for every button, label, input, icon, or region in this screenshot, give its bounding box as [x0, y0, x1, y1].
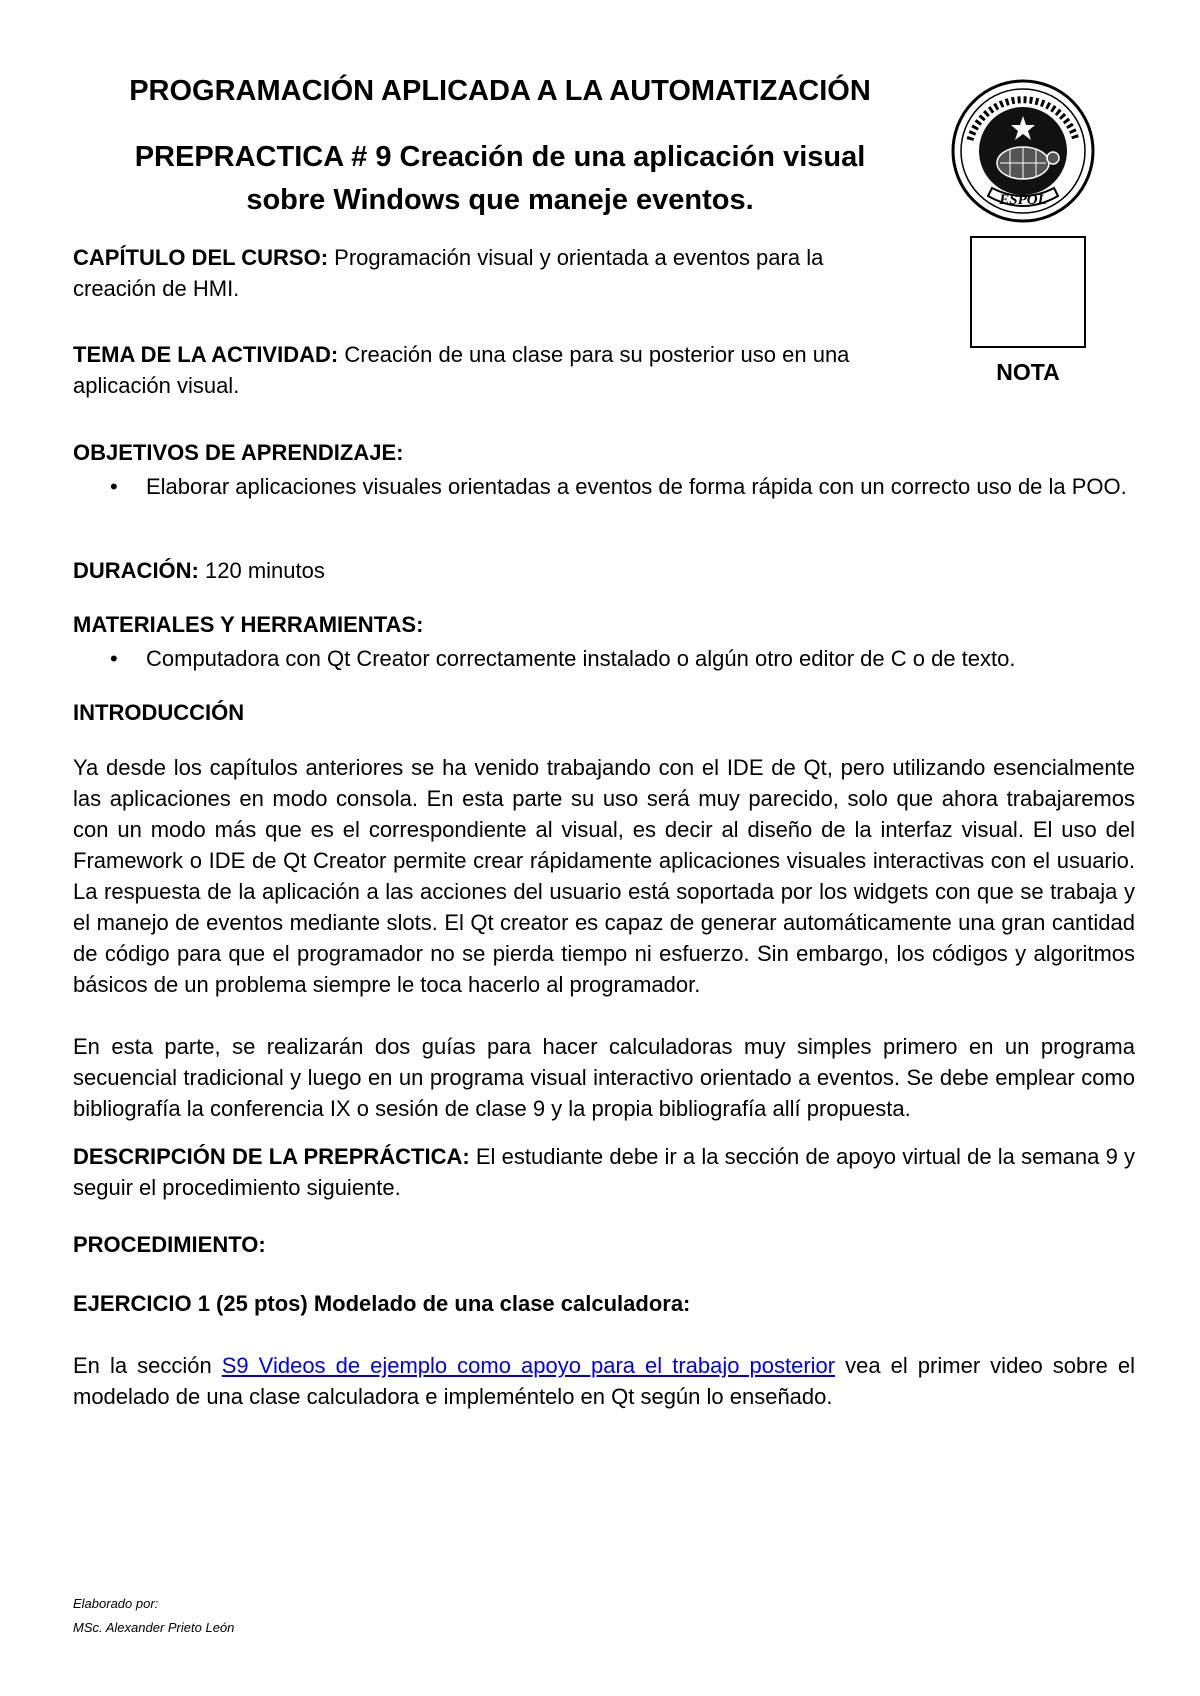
introduction-paragraph-2: En esta parte, se realizarán dos guías para hacer calculadoras muy simples primero en un programa secuencial tradicional y luego en un programa visual interactivo orientado a eventos. Se debe emplear como bibliografía la conferencia IX o sesión de clase 9 y la propia bibliografía allí propuesta.: [73, 1034, 1135, 1121]
duration-line: [73, 555, 1135, 586]
material-item: [73, 643, 1135, 674]
grade-label: NOTA: [996, 359, 1060, 385]
subtitle-line-1: PREPRACTICA # 9 Creación de una aplicación visual: [134, 141, 866, 173]
exercise-text-after: vea el primer video sobre el modelado de una clase calculadora e impleméntelo en Qt según lo enseñado.: [73, 1353, 1135, 1409]
grade-box: [970, 236, 1086, 348]
procedure-heading: PROCEDIMIENTO:: [73, 1232, 266, 1257]
bullet-icon: •: [110, 474, 118, 499]
footer-author-block: [73, 1592, 234, 1640]
topic-text-1: Creación de una clase para su posterior uso en una: [338, 342, 850, 367]
espol-seal-logo: [950, 78, 1096, 224]
objective-item: [73, 471, 1135, 533]
chapter-label: CAPÍTULO DEL CURSO:: [73, 245, 329, 270]
chapter-section: [73, 242, 953, 304]
duration-label: DURACIÓN:: [73, 558, 199, 583]
footer-prepared-by: Elaborado por:: [73, 1596, 159, 1611]
description-text: El estudiante debe ir a la sección de apoyo virtual de la semana 9 y seguir el procedimiento siguiente.: [73, 1144, 1135, 1200]
subtitle-line-2: sobre Windows que maneje eventos.: [246, 184, 754, 216]
introduction-paragraph-1: Ya desde los capítulos anteriores se ha venido trabajando con el IDE de Qt, pero utilizando esencialmente las aplicaciones en modo consola. En esta parte su uso será muy parecido, solo que ahora trabajaremos con un modo más que es el correspondiente al visual, es decir al diseño de la interfaz visual. El uso del Framework o IDE de Qt Creator permite crear rápidamente aplicaciones visuales interactivas con el usuario. La respuesta de la aplicación a las acciones del usuario está soportada por los widgets con que se trabaja y el manejo de eventos mediante slots. El Qt creator es capaz de generar automáticamente una gran cantidad de código para que el programador no se pierda tiempo ni esfuerzo. Sin embargo, los códigos y algoritmos básicos de un problema siempre le toca hacerlo al programador.: [73, 755, 1135, 997]
objective-text: Elaborar aplicaciones visuales orientadas a eventos de forma rápida con un correcto uso de la POO.: [146, 474, 1127, 499]
material-text: Computadora con Qt Creator correctamente instalado o algún otro editor de C o de texto.: [146, 646, 1016, 671]
topic-label: TEMA DE LA ACTIVIDAD:: [73, 342, 339, 367]
document-title: PROGRAMACIÓN APLICADA A LA AUTOMATIZACIÓN: [129, 75, 871, 107]
bullet-icon: •: [110, 646, 118, 671]
description-section: [73, 1141, 1135, 1203]
exercise-text-before: En la sección: [73, 1353, 222, 1378]
chapter-text-2: creación de HMI.: [73, 276, 240, 301]
seal-text: ESPOL: [999, 192, 1047, 208]
objectives-heading: OBJETIVOS DE APRENDIZAJE:: [73, 440, 404, 465]
videos-section-link[interactable]: S9 Videos de ejemplo como apoyo para el trabajo posterior: [221, 1353, 836, 1378]
chapter-text-1: Programación visual y orientada a eventos para la: [328, 245, 824, 270]
document-subtitle: [60, 136, 940, 222]
topic-section: [73, 339, 953, 401]
description-label: DESCRIPCIÓN DE LA PREPRÁCTICA:: [73, 1144, 470, 1169]
exercise-heading: EJERCICIO 1 (25 ptos) Modelado de una clase calculadora:: [73, 1291, 691, 1316]
duration-value: 120 minutos: [198, 558, 325, 583]
introduction-heading: INTRODUCCIÓN: [73, 700, 245, 725]
exercise-instructions: [73, 1350, 1135, 1412]
materials-heading: MATERIALES Y HERRAMIENTAS:: [73, 612, 424, 637]
topic-text-2: aplicación visual.: [73, 373, 240, 398]
footer-author-name: MSc. Alexander Prieto León: [73, 1620, 235, 1635]
